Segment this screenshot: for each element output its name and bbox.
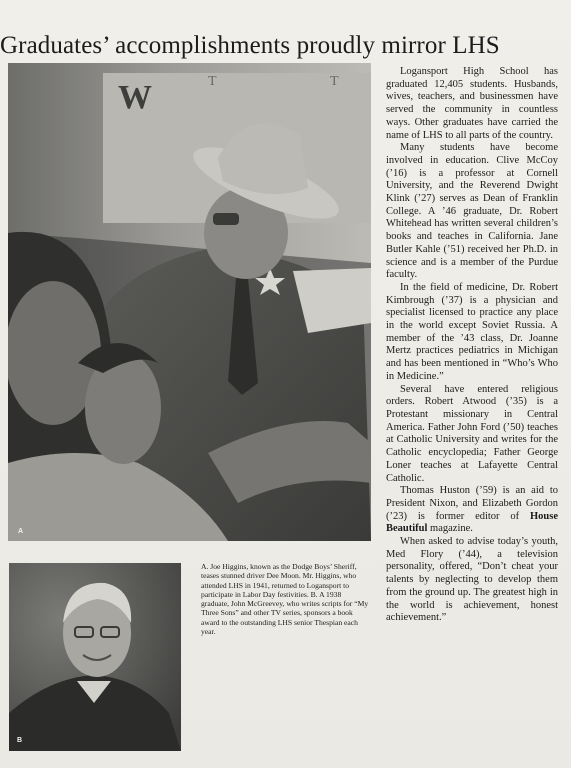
svg-text:T: T — [208, 74, 217, 89]
sheriff-photo-illustration — [8, 63, 371, 541]
photo-b-portrait — [9, 563, 181, 751]
page-headline: Graduates’ accomplishments proudly mirror LHS — [0, 31, 500, 59]
paragraph-4: Several have entered religious orders. Robert Atwood (’35) is a Protestant missionary in Central America. Father John Ford (’50) teaches at Catholic University and writes for the Catholic encyclopedia; Father George Loner teaches at Lafayette Central Catholic. — [386, 383, 558, 484]
paragraph-2: Many students have become involved in education. Clive McCoy (’16) is a professor at Cornell University, and the Reverend Dwight Klink (’27) serves as Dean of Franklin College. A ’46 graduate, Dr. Robert Whitehead has written several children’s books and teaches in California. Jane Butler Kahle (’51) received her Ph.D. in science and is a member of the Purdue faculty. — [386, 142, 558, 281]
paragraph-5-end: magazine. — [427, 523, 473, 535]
magazine-title: House Beautiful — [386, 510, 558, 535]
photo-b-label: B — [17, 737, 23, 744]
paragraph-5 — [386, 485, 558, 536]
paragraph-1: Logansport High School has graduated 12,405 students. Husbands, wives, teachers, and businessmen have served the community in countless ways. Other graduates have carried the name of LHS to all parts of the country. — [386, 66, 558, 141]
portrait-photo-illustration — [9, 563, 181, 751]
photo-caption: A. Joe Higgins, known as the Dodge Boys’ Sheriff, teases stunned driver Dee Moon. Mr. Higgins, who attended LHS in 1941, returned to Logansport to participate in Labor Day festivities. B. A 1938 graduate, John McGreevey, who writes scripts for “My Three Sons” and other TV series, sponsors a book award to the outstanding LHS senior Thespian each year. — [201, 562, 369, 637]
article-body — [386, 66, 558, 625]
photo-a-label: A — [18, 528, 24, 535]
paragraph-6: When asked to advise today’s youth, Med Flory (’44), a television personality, offered, “Don’t cheat your talents by neglecting to develop them from the ground up. The greatest high in the world is achievement, honest achievement.” — [386, 536, 558, 624]
svg-text:T: T — [330, 74, 339, 89]
svg-text:W: W — [118, 79, 152, 116]
photo-a-sheriff — [8, 63, 371, 541]
paragraph-3: In the field of medicine, Dr. Robert Kimbrough (’37) is a physician and specialist licensed to practice any place in the world except Soviet Russia. A member of the ’43 class, Dr. Joanne Mertz practices pediatrics in Michigan and has been mentioned in “Who’s Who in Medicine.” — [386, 281, 558, 382]
paragraph-5-text: Thomas Huston (’59) is an aid to President Nixon, and Elizabeth Gordon (’23) is former editor of — [386, 485, 558, 522]
